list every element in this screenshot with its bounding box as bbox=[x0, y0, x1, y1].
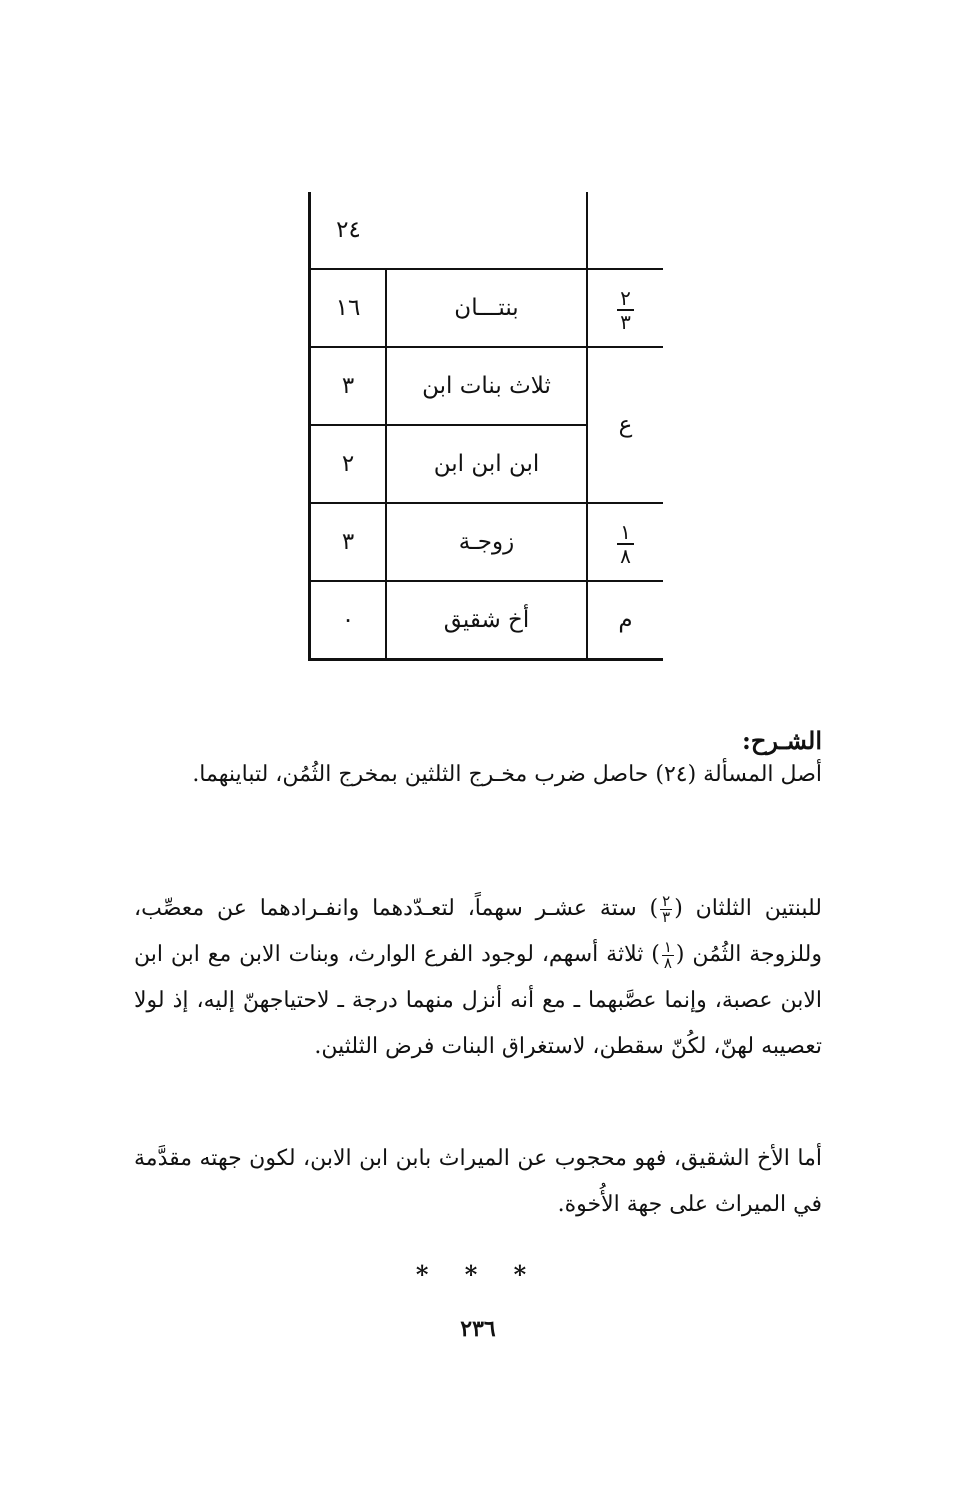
inheritance-table bbox=[308, 192, 663, 661]
heir-cell: ثلاث بنات ابن bbox=[386, 347, 587, 425]
section-separator: * * * bbox=[415, 1260, 541, 1289]
heir-cell: بنتـــان bbox=[386, 269, 587, 347]
table-row bbox=[310, 581, 664, 660]
group-label-cell: م bbox=[587, 581, 663, 660]
share-cell: ٣ bbox=[310, 503, 387, 581]
heir-cell bbox=[386, 192, 587, 269]
total-cell: ٢٤ bbox=[310, 192, 387, 269]
inline-fraction-two-thirds: $\frac{٢}{٣}$ bbox=[662, 891, 671, 926]
paragraph-shares: للبنتين الثلثان ( $\frac{٢}{٣}$ ) ستة عشـر سهماً، لتعـدّدهما وانفـرادهما عن معصِّب، وللزوجة الثُمُن ( $\frac{١}{٨}$ ) ثلاثة أسهم، لوجود الفرع الوارث، وبنات الابن مع ابن ابن الابن عصبة، وإنما عصَّبهما ـ مع أنه أنزل منهما درجة ـ لاحتياجهنّ إليه، إذ لولا تعصيبه لهنّ، لكُنّ سقطن، لاستغراق البنات فرض الثلثين. bbox=[134, 891, 823, 1059]
share-cell: ١٦ bbox=[310, 269, 387, 347]
page-number: ٢٣٦ bbox=[460, 1316, 496, 1342]
fraction-one-eighth: $\frac{١}{٨}$ bbox=[617, 522, 634, 566]
table-row bbox=[310, 503, 664, 581]
heir-cell: ابن ابن ابن bbox=[386, 425, 587, 503]
share-cell: ٢ bbox=[310, 425, 387, 503]
fraction-cell bbox=[587, 269, 663, 347]
heir-cell: أخ شقيق bbox=[386, 581, 587, 660]
paragraph-origin: أصل المسألة (٢٤) حاصل ضرب مخـرج الثلثين بمخرج الثُمُن، لتباينهما. bbox=[192, 762, 822, 787]
fraction-two-thirds: $\frac{٢}{٣}$ bbox=[617, 288, 634, 332]
inline-fraction-one-eighth: $\frac{١}{٨}$ bbox=[663, 937, 672, 972]
table-row bbox=[310, 269, 664, 347]
fraction-cell bbox=[587, 503, 663, 581]
share-cell: ٣ bbox=[310, 347, 387, 425]
share-cell: ٠ bbox=[310, 581, 387, 660]
explanation-heading: الشـرح: bbox=[741, 726, 822, 755]
table-row bbox=[310, 347, 664, 425]
paragraph-brother: أما الأخ الشقيق، فهو محجوب عن الميراث بابن ابن الابن، لكون جهته مقدَّمة في الميراث على جهة الأُخوة. bbox=[134, 1146, 822, 1217]
heir-cell: زوجـة bbox=[386, 503, 587, 581]
fraction-cell bbox=[587, 192, 663, 269]
group-label-cell: ع bbox=[587, 347, 663, 503]
table-row bbox=[310, 192, 664, 269]
